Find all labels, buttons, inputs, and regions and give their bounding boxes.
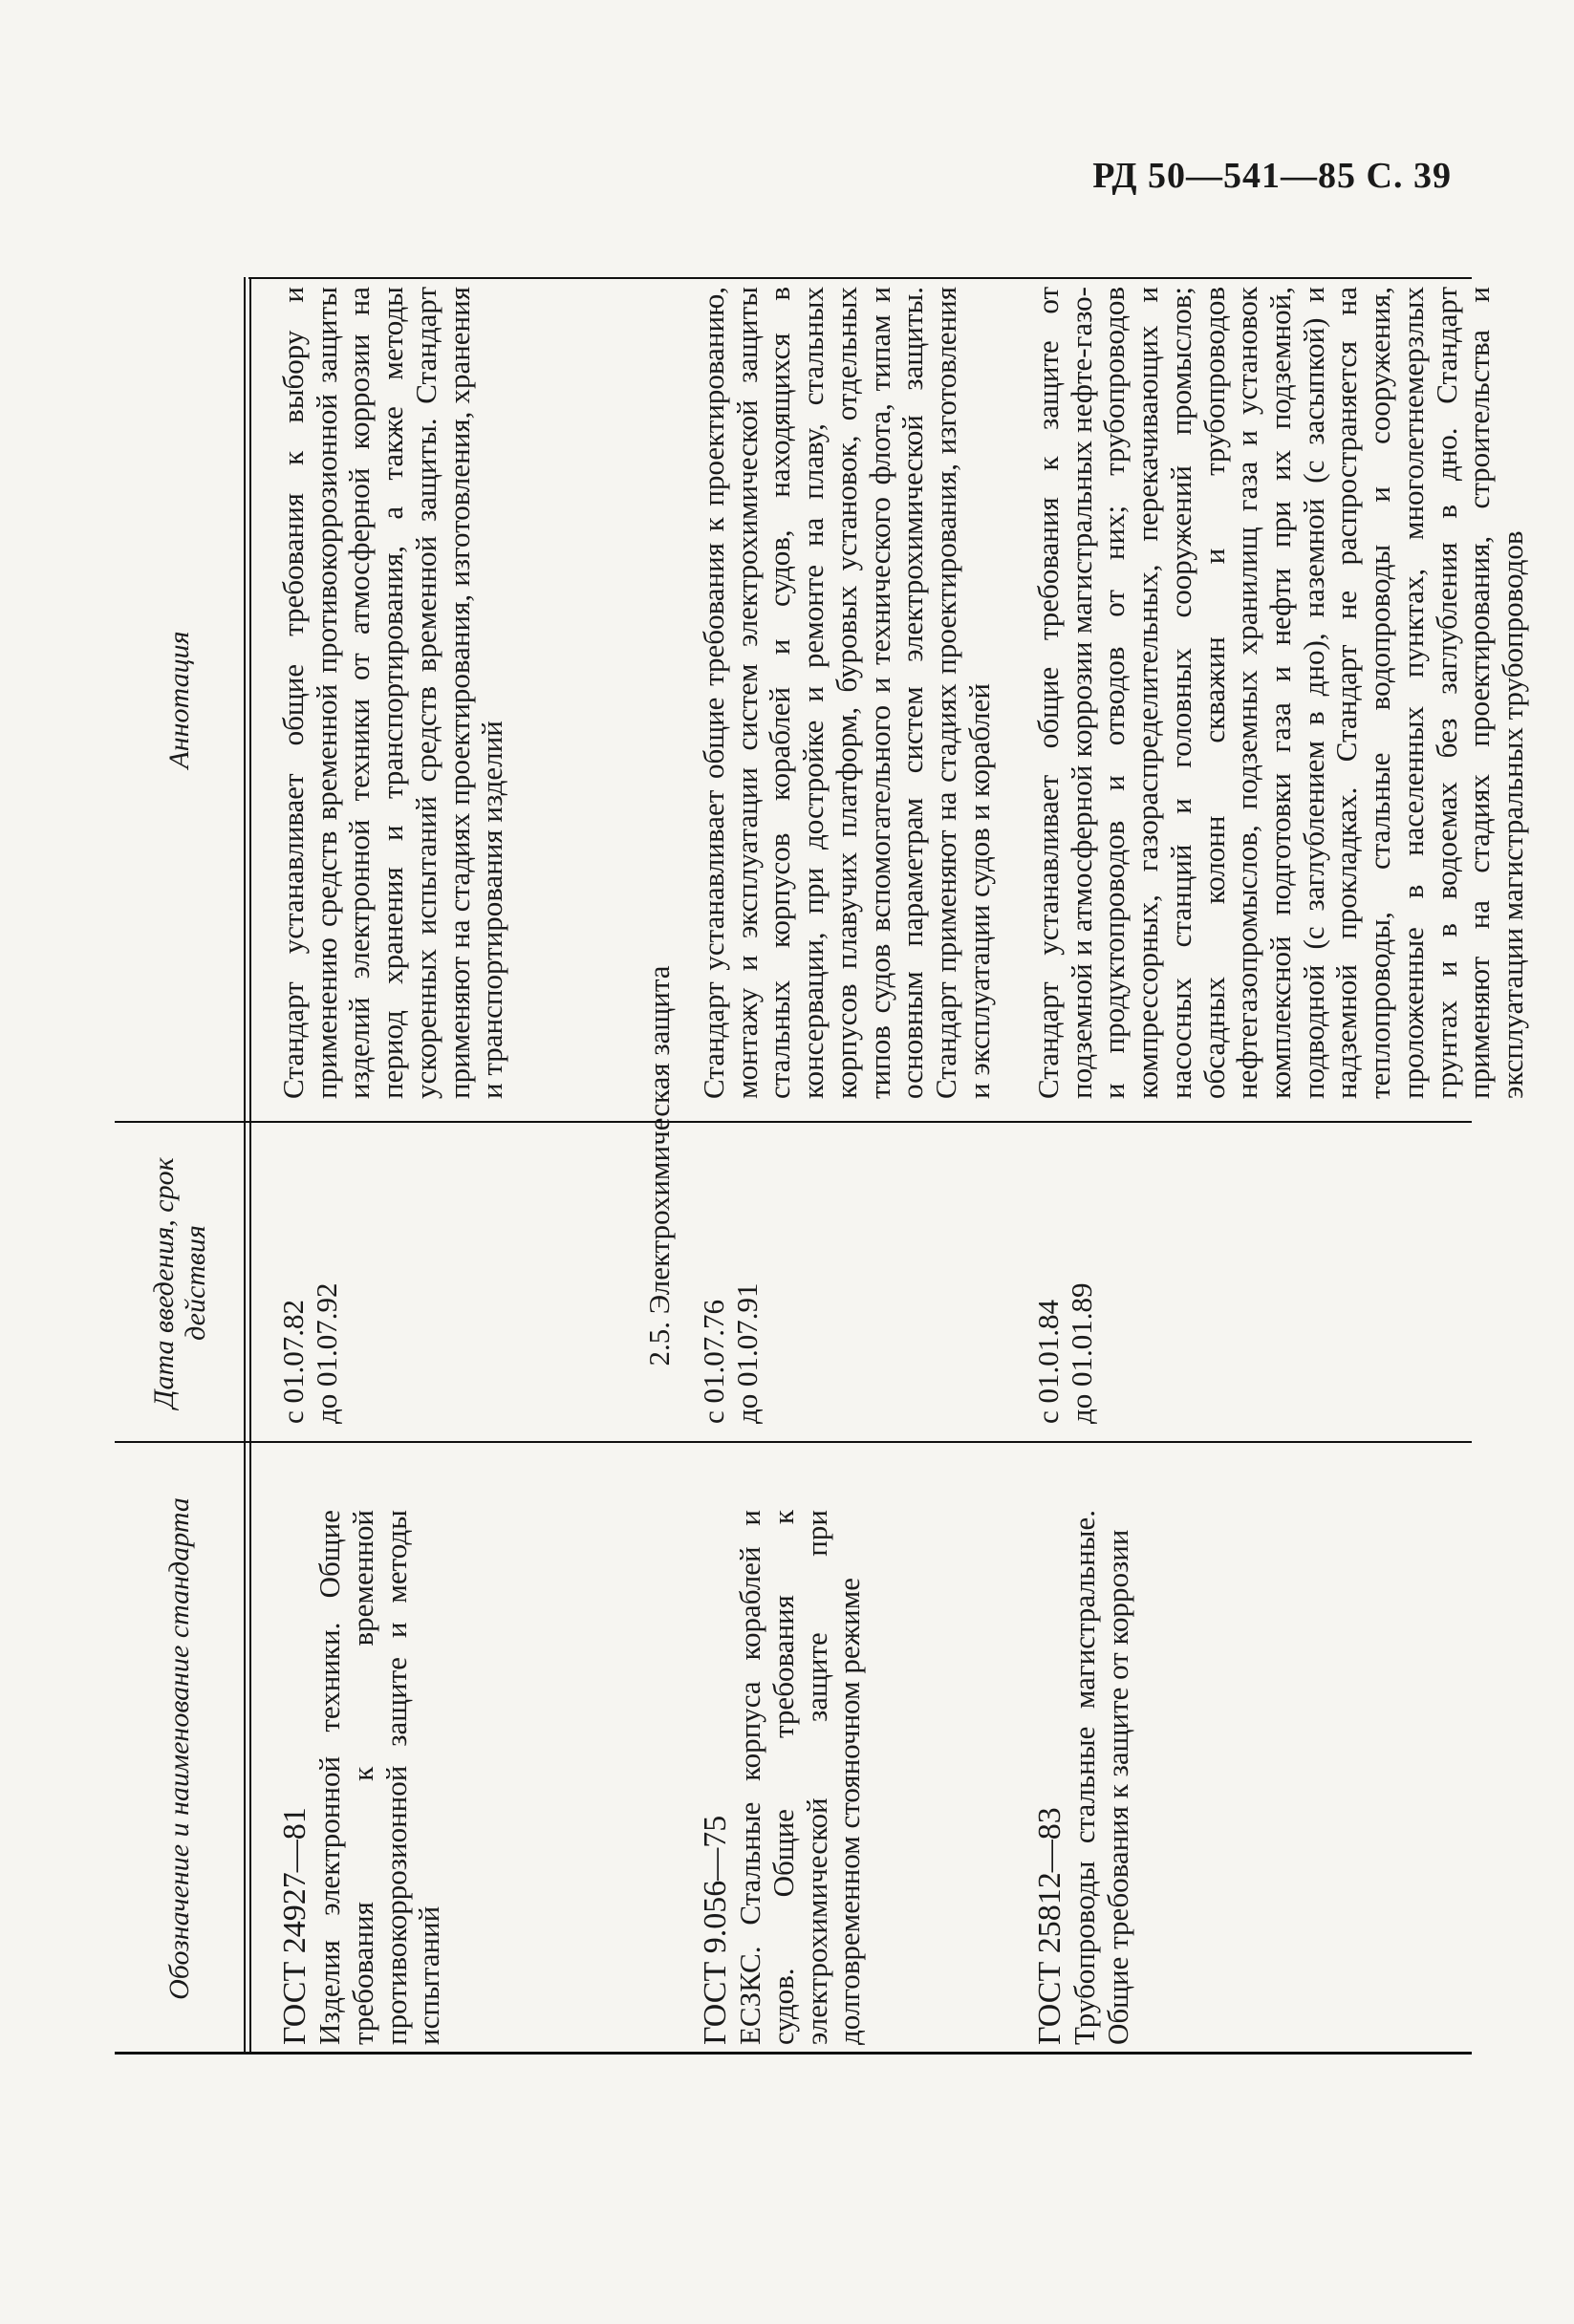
standard-code: ГОСТ 25812—83 [1032,1807,1067,2045]
column-header-standard: Обозначение и наименование стандарта [163,1497,195,2000]
header-rule [244,277,246,2055]
page-header: РД 50—541—85 С. 39 [1092,156,1452,196]
standard-title: Изделия электронной техники. Общие требования к временной противокоррозионной защите и методы испытаний [313,1510,446,2045]
annotation-cell: Стандарт устанавливает общие требования к защите от подземной и атмосферной коррозии магистральных нефте-газо- и продуктопроводов и отводов от них; трубопроводов компрессорных, газораспределительных, перекачивающих и насосных станций и головных сооружений промыслов; обсадных колонн скважин и трубопроводов нефтегазопромыслов, подземных хранилищ газа и установок комплексной подготовки газа и нефти при их подземной, подводной (с заглублением в дно), наземной (с засыпкой) и надземной прокладках. Стандарт не распространяется на теплопроводы, стальные водопроводы и сооружения, проложенные в населенных пунктах, многолетнемерзлых грунтах и в водоемах без заглубления в дно. Стандарт применяют на стадиях проектирования, строительства и эксплуатации магистральных трубопроводов [1031,287,1530,1099]
date-from: с 01.07.76 [697,1299,730,1424]
standard-code: ГОСТ 24927—81 [277,1807,313,2045]
section-title: 2.5. Электрохимическая защита [642,965,676,1366]
annotation-cell: Стандарт устанавливает общие требования к проектированию, монтажу и эксплуатации систем электрохимической защиты стальных корпусов кораблей и судов, находящихся в консервации, при достройке и ремонте на плаву, стальных корпусов плавучих платформ, буровых установок, отдельных типов судов вспомогательного и технического флота, типам и основным параметрам систем электрохимической защиты. Стандарт применяют на стадиях проектирования, изготовления и эксплуатации судов и кораблей [697,287,996,1099]
standard-cell [698,1510,867,2045]
standard-title: ЕСЗКС. Стальные корпуса кораблей и судов. Общие требования к электрохимической защите при долговременном стояночном режиме [733,1510,867,2045]
column-header-annotation: Аннотация [163,631,195,769]
date-to: до 01.01.89 [1064,1282,1098,1424]
date-cell [277,1166,343,1424]
date-from: с 01.01.84 [1031,1299,1065,1424]
table-bottom-rule [248,277,1472,279]
standard-cell [1032,1510,1135,2045]
date-cell [1032,1166,1098,1424]
column-header-date: Дата введения, срок действия [147,1157,211,1409]
date-cell [698,1166,764,1424]
date-from: с 01.07.82 [276,1299,310,1424]
table-left-border [115,2052,1472,2055]
standard-title: Трубопроводы стальные магистральные. Общие требования к защите от коррозии [1067,1510,1134,2045]
standard-cell [277,1510,446,2045]
date-to: до 01.07.92 [309,1282,343,1424]
date-to: до 01.07.91 [729,1282,764,1424]
column-divider-2 [115,1121,1472,1123]
standard-code: ГОСТ 9.056—75 [698,1815,733,2045]
annotation-cell: Стандарт устанавливает общие требования к выбору и применению средств временной противокоррозионной защиты изделий электронной техники от атмосферной коррозии на период хранения и транспортирования, а также методы ускоренных испытаний средств временной защиты. Стандарт применяют на стадиях проектирования, изготовления, хранения и транспортирования изделий [276,287,509,1099]
column-divider-1 [115,1441,1472,1443]
standards-table [115,277,1530,2055]
header-rule-2 [249,277,251,2055]
